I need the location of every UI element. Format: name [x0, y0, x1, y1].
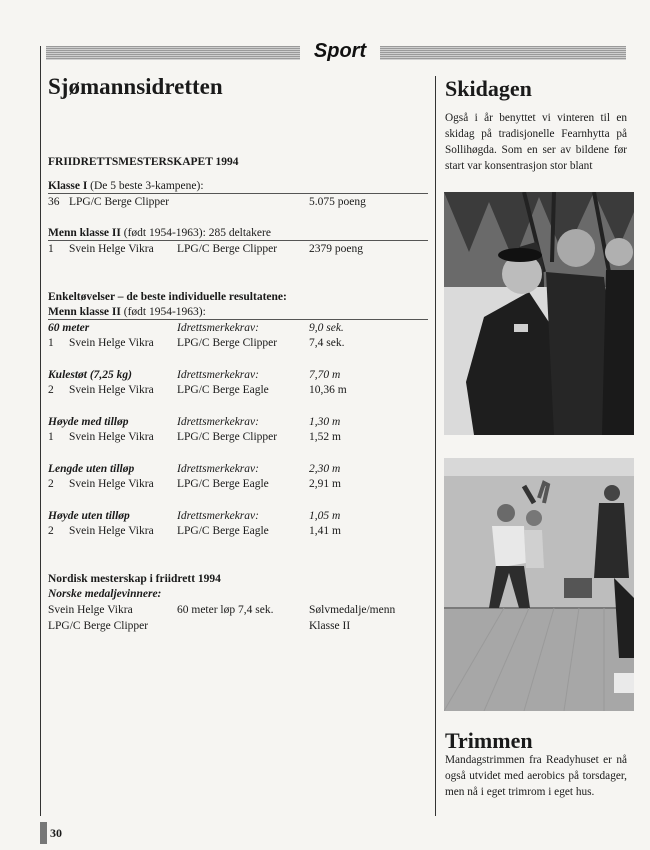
event-athlete: Svein Helge Vikra	[69, 384, 154, 396]
men-class2-points: 2379 poeng	[309, 243, 363, 255]
men-class2-rank: 1	[48, 243, 54, 255]
ski-photo-image	[444, 192, 634, 435]
column-divider	[435, 76, 436, 816]
event-name: Høyde uten tilløp	[48, 510, 130, 522]
event-athlete: Svein Helge Vikra	[69, 431, 154, 443]
event-rank: 1	[48, 431, 54, 443]
event-req-label: Idrettsmerkekrav:	[177, 416, 259, 428]
page-number: 30	[50, 826, 62, 840]
event-req: 9,0 sek.	[309, 322, 344, 334]
event-ship: LPG/C Berge Eagle	[177, 525, 269, 537]
ski-title: Skidagen	[445, 76, 532, 101]
event-ship: LPG/C Berge Eagle	[177, 478, 269, 490]
event-result: 7,4 sek.	[309, 337, 345, 349]
event-name: Høyde med tilløp	[48, 416, 129, 428]
event-req: 2,30 m	[309, 463, 341, 475]
nordic-sub: Norske medaljevinnere:	[48, 588, 162, 600]
event-req-label: Idrettsmerkekrav:	[177, 463, 259, 475]
event-result: 1,52 m	[309, 431, 341, 443]
nordic-athlete: Svein Helge Vikra	[48, 604, 133, 616]
event-req-label: Idrettsmerkekrav:	[177, 510, 259, 522]
event-ship: LPG/C Berge Eagle	[177, 384, 269, 396]
nordic-class: Klasse II	[309, 620, 351, 632]
trim-title: Trimmen	[445, 728, 533, 753]
individual-heading: Enkeltøvelser – de beste individuelle resultatene:	[48, 291, 287, 303]
trim-text: Mandagstrimmen fra Readyhuset er nå også utvidet med aerobics på torsdager, men nå i eget trimrom i eget hus.	[445, 754, 627, 798]
event-req-label: Idrettsmerkekrav:	[177, 322, 259, 334]
individual-class-heading: Menn klasse II (født 1954-1963):	[48, 306, 206, 318]
event-name: Kulestøt (7,25 kg)	[48, 369, 133, 381]
nordic-ship: LPG/C Berge Clipper	[48, 620, 149, 632]
event-req: 1,05 m	[309, 510, 341, 522]
event-name: Lengde uten tilløp	[48, 463, 135, 475]
class1-rank: 36	[48, 196, 60, 208]
men-class2-heading: Menn klasse II (født 1954-1963): 285 deltakere	[48, 227, 271, 239]
nordic-medal: Sølvmedalje/menn	[309, 604, 396, 616]
event-athlete: Svein Helge Vikra	[69, 478, 154, 490]
event-ship: LPG/C Berge Clipper	[177, 431, 278, 443]
event-rank: 1	[48, 337, 54, 349]
class1-heading: Klasse I (De 5 beste 3-kampene):	[48, 180, 204, 192]
event-athlete: Svein Helge Vikra	[69, 337, 154, 349]
men-class2-ship: LPG/C Berge Clipper	[177, 243, 278, 255]
class1-points: 5.075 poeng	[309, 196, 366, 208]
event-req: 7,70 m	[309, 369, 341, 381]
nordic-event: 60 meter løp 7,4 sek.	[177, 604, 274, 616]
divider	[48, 319, 428, 320]
ski-photo	[444, 192, 634, 435]
section-title: Sport	[300, 39, 380, 63]
page-number-bar	[40, 822, 47, 844]
class1-team: LPG/C Berge Clipper	[69, 196, 170, 208]
event-rank: 2	[48, 478, 54, 490]
nordic-heading: Nordisk mesterskap i friidrett 1994	[48, 573, 221, 585]
page-title: Sjømannsidretten	[48, 74, 223, 99]
divider	[48, 193, 428, 194]
event-req: 1,30 m	[309, 416, 341, 428]
championship-title: FRIIDRETTSMESTERSKAPET 1994	[48, 156, 239, 168]
event-name: 60 meter	[48, 322, 90, 334]
event-ship: LPG/C Berge Clipper	[177, 337, 278, 349]
ski-text: Også i år benyttet vi vinteren til en skidag på tradisjonelle Fearnhytta på Sollihøgda. Som en ser av bildene før start var konsentrasjon stor blant	[445, 112, 627, 172]
event-result: 2,91 m	[309, 478, 341, 490]
event-result: 1,41 m	[309, 525, 341, 537]
men-class2-name: Svein Helge Vikra	[69, 243, 154, 255]
event-req-label: Idrettsmerkekrav:	[177, 369, 259, 381]
event-rank: 2	[48, 384, 54, 396]
event-rank: 2	[48, 525, 54, 537]
left-column-rule	[40, 46, 41, 816]
aerobics-photo	[444, 458, 634, 711]
event-athlete: Svein Helge Vikra	[69, 525, 154, 537]
divider	[48, 240, 428, 241]
event-result: 10,36 m	[309, 384, 347, 396]
aerobics-photo-image	[444, 458, 634, 711]
